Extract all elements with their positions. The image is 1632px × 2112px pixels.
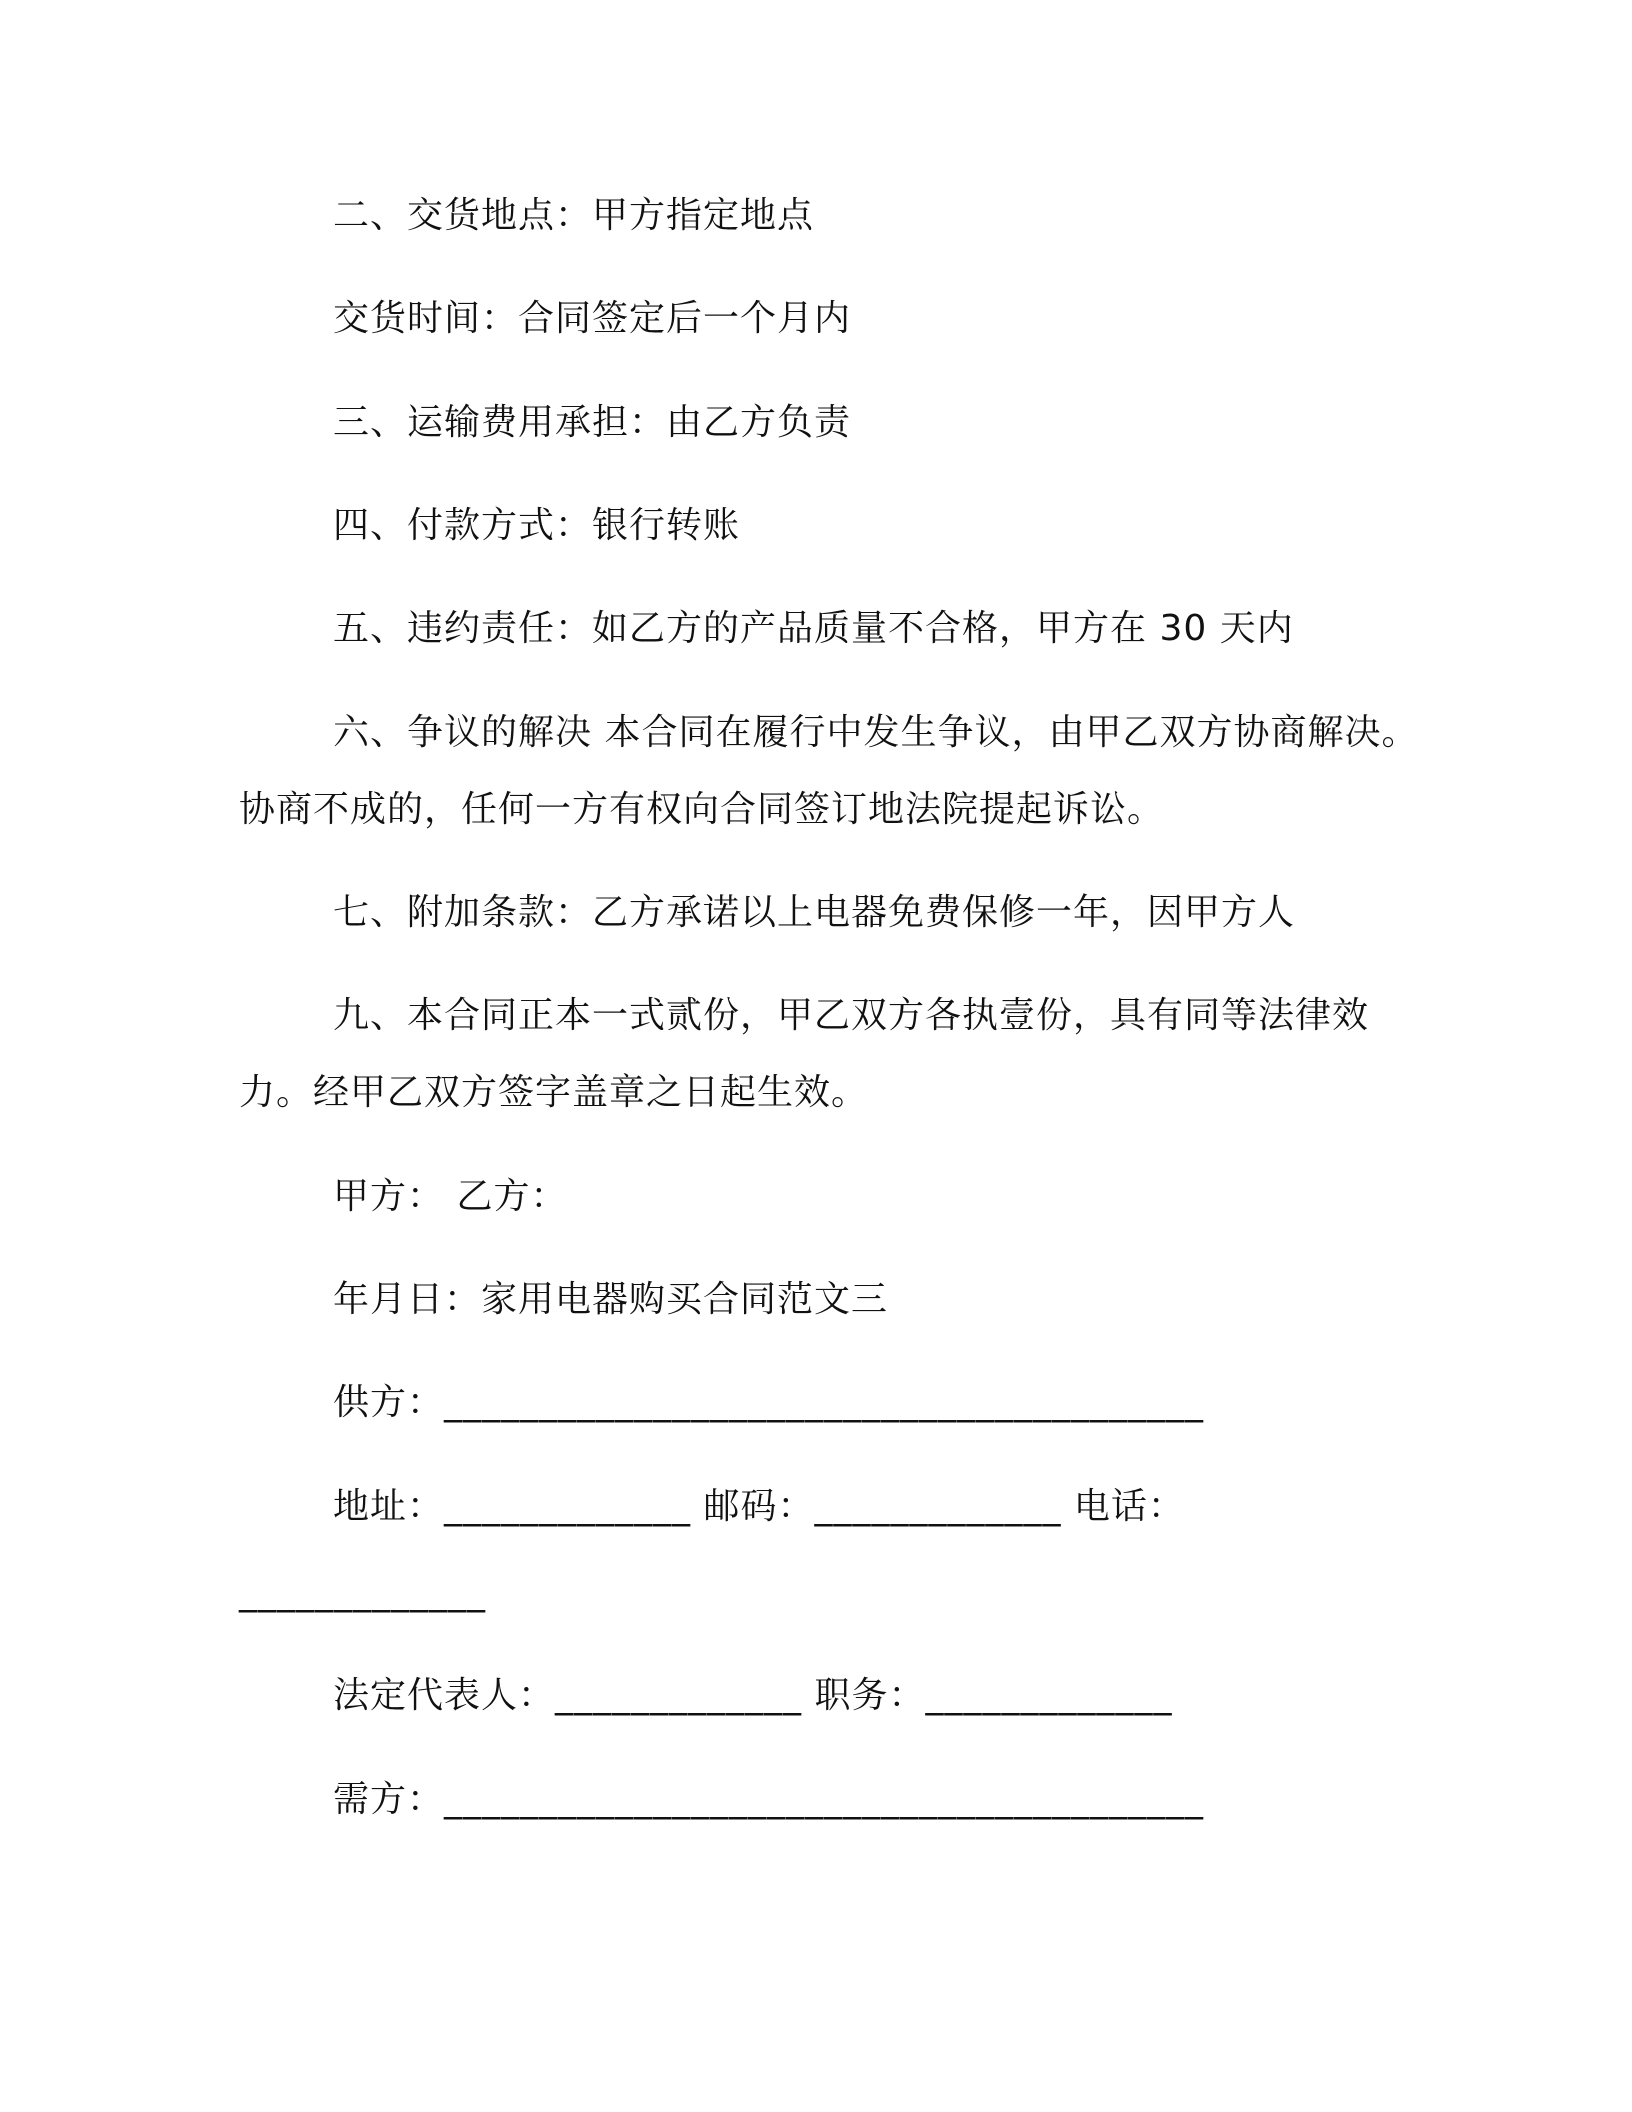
supplier-field: 供方：________________________________________	[333, 1382, 1205, 1423]
clause-additional-terms: 七、附加条款：乙方承诺以上电器免费保修一年，因甲方人	[333, 892, 1296, 933]
address-postcode-phone-field: 地址：_____________ 邮码：_____________ 电话：	[333, 1486, 1185, 1527]
legal-rep-position-field: 法定代表人：_____________ 职务：_____________	[333, 1675, 1173, 1716]
clause-breach-liability: 五、违约责任：如乙方的产品质量不合格，甲方在 30 天内	[333, 608, 1294, 649]
delivery-time: 交货时间：合同签定后一个月内	[333, 298, 852, 339]
clause-payment-method: 四、付款方式：银行转账	[333, 505, 741, 546]
clause-copies: 九、本合同正本一式贰份，甲乙双方各执壹份，具有同等法律效	[333, 995, 1370, 1036]
clause-transport-cost: 三、运输费用承担：由乙方负责	[333, 402, 852, 443]
date-and-title: 年月日：家用电器购买合同范文三	[333, 1279, 889, 1320]
phone-blank-continued: _____________	[239, 1572, 486, 1613]
party-signatures: 甲方： 乙方：	[333, 1176, 568, 1217]
clause-copies-continued: 力。经甲乙双方签字盖章之日起生效。	[239, 1072, 869, 1113]
clause-dispute-resolution-continued: 协商不成的，任何一方有权向合同签订地法院提起诉讼。	[239, 789, 1165, 830]
clause-delivery-location: 二、交货地点：甲方指定地点	[333, 195, 815, 236]
buyer-field: 需方：________________________________________	[333, 1779, 1205, 1820]
clause-dispute-resolution: 六、争议的解决 本合同在履行中发生争议，由甲乙双方协商解决。	[333, 712, 1419, 753]
